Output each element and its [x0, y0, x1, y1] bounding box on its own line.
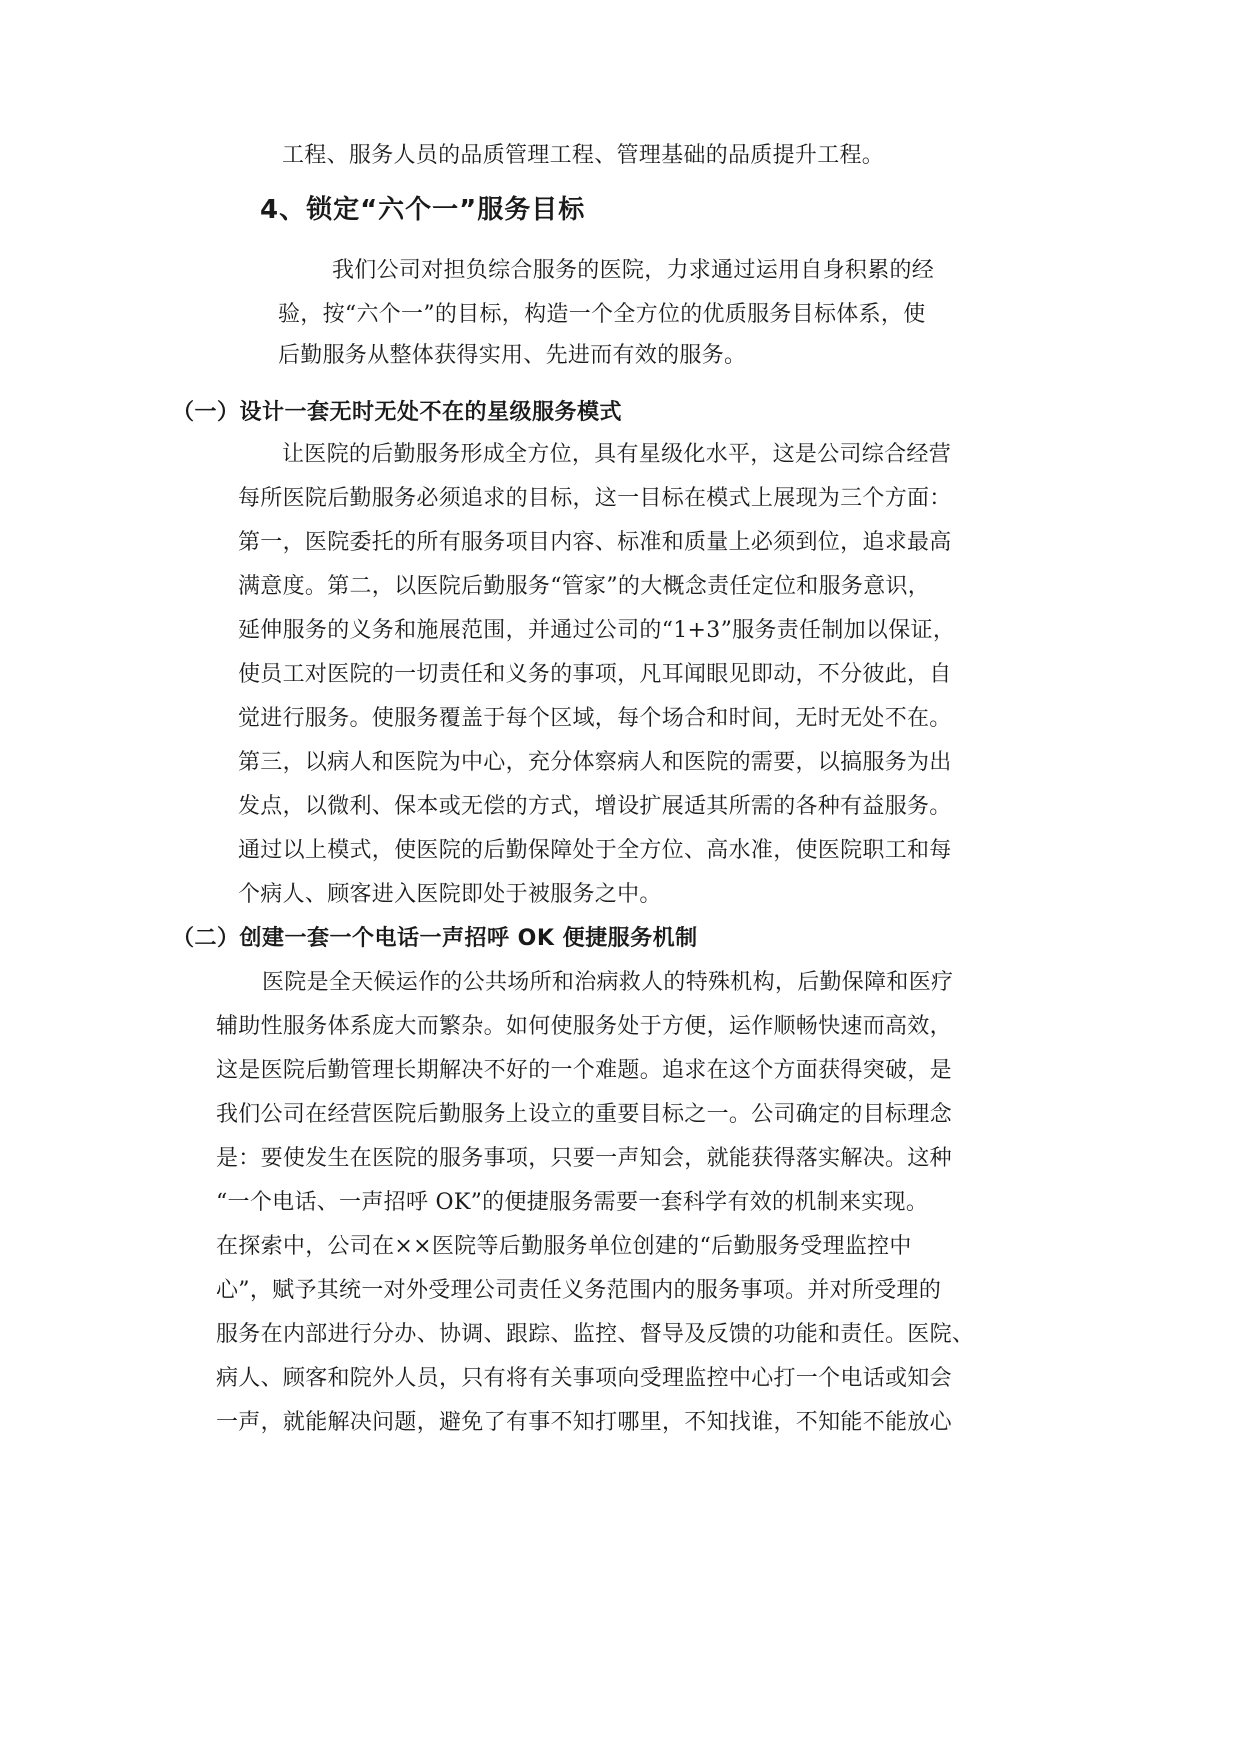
subsection-2-heading: （二）创建一套一个电话一声招呼 OK 便捷服务机制	[172, 926, 698, 951]
paragraph-line: 服务在内部进行分办、协调、跟踪、监控、督导及反馈的功能和责任。医院、	[216, 1322, 975, 1347]
paragraph-line: 这是医院后勤管理长期解决不好的一个难题。追求在这个方面获得突破，是	[216, 1058, 952, 1083]
paragraph-line: 个病人、顾客进入医院即处于被服务之中。	[238, 882, 662, 907]
paragraph-line: 在探索中，公司在××医院等后勤服务单位创建的“后勤服务受理监控中	[216, 1234, 912, 1259]
paragraph-line: 延伸服务的义务和施展范围，并通过公司的“1+3”服务责任制加以保证，	[238, 618, 956, 643]
paragraph-line: 心”，赋予其统一对外受理公司责任义务范围内的服务事项。并对所受理的	[216, 1278, 942, 1303]
intro-tail-line: 工程、服务人员的品质管理工程、管理基础的品质提升工程。	[282, 143, 885, 168]
paragraph-line: 发点，以微利、保本或无偿的方式，增设扩展适其所需的各种有益服务。	[238, 794, 952, 819]
paragraph-line: 验，按“六个一”的目标，构造一个全方位的优质服务目标体系，使	[278, 302, 926, 327]
paragraph-line: 让医院的后勤服务形成全方位，具有星级化水平，这是公司综合经营	[282, 442, 952, 467]
paragraph-line: 满意度。第二，以医院后勤服务“管家”的大概念责任定位和服务意识，	[238, 574, 931, 599]
paragraph-line: 病人、顾客和院外人员，只有将有关事项向受理监控中心打一个电话或知会	[216, 1366, 952, 1391]
paragraph-line: “一个电话、一声招呼 OK”的便捷服务需要一套科学有效的机制来实现。	[216, 1190, 929, 1215]
paragraph-line: 第三，以病人和医院为中心，充分体察病人和医院的需要，以搞服务为出	[238, 750, 952, 775]
paragraph-line: 辅助性服务体系庞大而繁杂。如何使服务处于方便，运作顺畅快速而高效，	[216, 1014, 952, 1039]
paragraph-line: 医院是全天候运作的公共场所和治病救人的特殊机构，后勤保障和医疗	[262, 970, 954, 995]
paragraph-line: 是：要使发生在医院的服务事项，只要一声知会，就能获得落实解决。这种	[216, 1146, 952, 1171]
paragraph-line: 觉进行服务。使服务覆盖于每个区域，每个场合和时间，无时无处不在。	[238, 706, 952, 731]
paragraph-line: 后勤服务从整体获得实用、先进而有效的服务。	[278, 343, 747, 368]
paragraph-line: 通过以上模式，使医院的后勤保障处于全方位、高水准，使医院职工和每	[238, 838, 952, 863]
paragraph-line: 使员工对医院的一切责任和义务的事项，凡耳闻眼见即动，不分彼此，自	[238, 662, 952, 687]
section-4-heading: 4、锁定“六个一”服务目标	[260, 195, 586, 225]
paragraph-line: 我们公司对担负综合服务的医院，力求通过运用自身积累的经	[332, 258, 935, 283]
paragraph-line: 一声，就能解决问题，避免了有事不知打哪里，不知找谁，不知能不能放心	[216, 1410, 952, 1435]
paragraph-line: 第一，医院委托的所有服务项目内容、标准和质量上必须到位，追求最高	[238, 530, 952, 555]
paragraph-line: 每所医院后勤服务必须追求的目标，这一目标在模式上展现为三个方面：	[238, 486, 952, 511]
subsection-1-heading: （一）设计一套无时无处不在的星级服务模式	[172, 400, 623, 425]
paragraph-line: 我们公司在经营医院后勤服务上设立的重要目标之一。公司确定的目标理念	[216, 1102, 952, 1127]
